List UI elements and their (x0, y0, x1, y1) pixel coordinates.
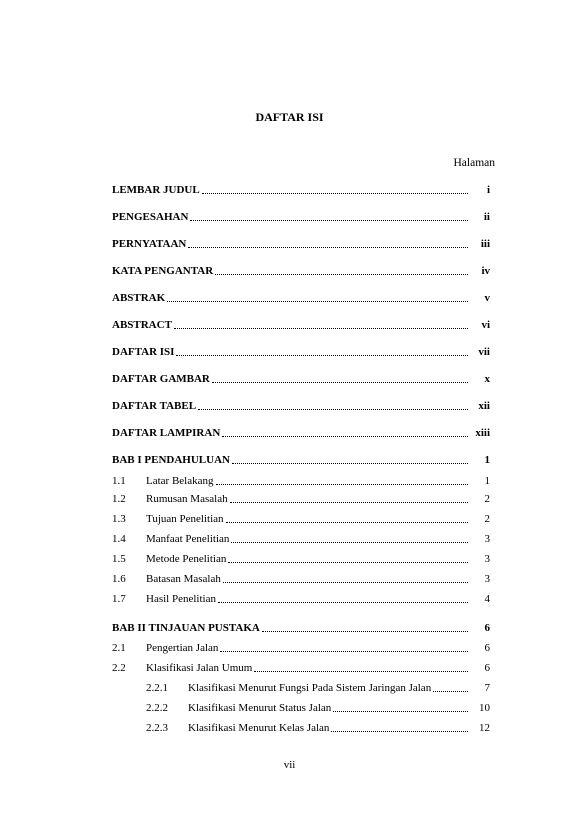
toc-leader-dots (216, 484, 468, 485)
toc-entry (112, 492, 490, 506)
toc-entry-number: 2.2.2 (146, 702, 168, 714)
toc-leader-dots (220, 651, 468, 652)
toc-entry-label: BAB I PENDAHULUAN (112, 454, 230, 466)
toc-entry-number: 2.1 (112, 642, 126, 654)
toc-entry-label: Manfaat Penelitian (146, 533, 230, 545)
toc-entry (112, 701, 490, 715)
toc-entry (112, 372, 490, 386)
toc-entry-page: vii (478, 346, 490, 358)
toc-entry-label: ABSTRAK (112, 292, 166, 304)
toc-entry-label: DAFTAR TABEL (112, 400, 197, 412)
toc-entry-label: DAFTAR ISI (112, 346, 175, 358)
toc-entry (112, 592, 490, 606)
toc-entry (112, 237, 490, 251)
toc-entry-label: KATA PENGANTAR (112, 265, 214, 277)
toc-leader-dots (262, 631, 468, 632)
toc-entry-page: 6 (484, 662, 490, 674)
toc-entry (112, 426, 490, 440)
toc-leader-dots (198, 409, 468, 410)
toc-entry-page: 2 (484, 493, 490, 505)
toc-entry-page: 10 (479, 702, 490, 714)
toc-leader-dots (188, 247, 468, 248)
toc-entry-page: vi (481, 319, 490, 331)
toc-entry-number: 1.1 (112, 475, 126, 487)
toc-entry (112, 621, 490, 635)
toc-leader-dots (215, 274, 468, 275)
toc-entry (112, 661, 490, 675)
toc-entry (112, 453, 490, 467)
toc-entry (112, 399, 490, 413)
toc-leader-dots (202, 193, 468, 194)
toc-entry-label: Klasifikasi Jalan Umum (146, 662, 253, 674)
toc-entry (112, 552, 490, 566)
footer-page-number: vii (283, 759, 296, 771)
toc-entry-label: Pengertian Jalan (146, 642, 219, 654)
toc-leader-dots (228, 562, 468, 563)
toc-entry (112, 641, 490, 655)
toc-entry-page: 3 (484, 553, 490, 565)
toc-entry (112, 532, 490, 546)
toc-entry-page: i (486, 184, 490, 196)
toc-entry-label: Tujuan Penelitian (146, 513, 224, 525)
toc-entry (112, 512, 490, 526)
toc-leader-dots (167, 301, 468, 302)
toc-entry-label: Metode Penelitian (146, 553, 227, 565)
toc-entry-number: 1.6 (112, 573, 126, 585)
toc-entry-number: 1.4 (112, 533, 126, 545)
toc-leader-dots (226, 522, 468, 523)
toc-entry-page: 2 (484, 513, 490, 525)
toc-leader-dots (230, 502, 468, 503)
toc-entry-page: xii (478, 400, 490, 412)
toc-leader-dots (212, 382, 468, 383)
toc-entry-label: Batasan Masalah (146, 573, 221, 585)
page-title: DAFTAR ISI (255, 110, 324, 124)
toc-leader-dots (222, 436, 468, 437)
toc-entry-label: PERNYATAAN (112, 238, 187, 250)
toc-entry-page: 1 (484, 475, 490, 487)
toc-entry-number: 1.3 (112, 513, 126, 525)
toc-entry-number: 2.2.1 (146, 682, 168, 694)
toc-entry-label: PENGESAHAN (112, 211, 189, 223)
toc-entry (112, 474, 490, 488)
toc-entry-page: iv (481, 265, 490, 277)
toc-leader-dots (231, 542, 468, 543)
toc-entry-label: Klasifikasi Menurut Kelas Jalan (188, 722, 330, 734)
page-column-header: Halaman (453, 157, 495, 169)
toc-leader-dots (433, 691, 468, 692)
toc-entry-label: Rumusan Masalah (146, 493, 228, 505)
toc-entry-label: Latar Belakang (146, 475, 214, 487)
toc-entry (112, 183, 490, 197)
toc-entry-page: v (484, 292, 490, 304)
toc-entry-page: iii (480, 238, 490, 250)
toc-leader-dots (254, 671, 468, 672)
toc-entry (112, 681, 490, 695)
toc-entry-page: 7 (484, 682, 490, 694)
toc-entry-number: 2.2 (112, 662, 126, 674)
toc-entry-number: 1.5 (112, 553, 126, 565)
toc-leader-dots (174, 328, 468, 329)
toc-entry (112, 291, 490, 305)
toc-entry-page: 3 (484, 533, 490, 545)
toc-entry-number: 2.2.3 (146, 722, 168, 734)
toc-leader-dots (218, 602, 468, 603)
toc-leader-dots (223, 582, 468, 583)
toc-entry-page: 4 (484, 593, 490, 605)
toc-entry (112, 210, 490, 224)
toc-entry-page: xiii (475, 427, 490, 439)
toc-entry-label: DAFTAR LAMPIRAN (112, 427, 221, 439)
toc-entry (112, 345, 490, 359)
toc-entry-page: 12 (479, 722, 490, 734)
toc-entry (112, 721, 490, 735)
toc-leader-dots (190, 220, 468, 221)
toc-entry-page: ii (483, 211, 490, 223)
toc-entry (112, 572, 490, 586)
toc-entry-label: Klasifikasi Menurut Status Jalan (188, 702, 332, 714)
toc-leader-dots (232, 463, 468, 464)
toc-entry-page: 3 (484, 573, 490, 585)
toc-entry-label: Klasifikasi Menurut Fungsi Pada Sistem Jaringan Jalan (188, 682, 432, 694)
toc-entry-page: 1 (484, 454, 490, 466)
toc-entry-label: BAB II TINJAUAN PUSTAKA (112, 622, 260, 634)
toc-entry-number: 1.7 (112, 593, 126, 605)
toc-entry-page: x (484, 373, 490, 385)
toc-entry-number: 1.2 (112, 493, 126, 505)
toc-entry-label: DAFTAR GAMBAR (112, 373, 210, 385)
toc-entry-label: LEMBAR JUDUL (112, 184, 200, 196)
toc-entry-page: 6 (484, 642, 490, 654)
toc-entry-label: ABSTRACT (112, 319, 172, 331)
toc-entry (112, 264, 490, 278)
toc-entry-page: 6 (484, 622, 490, 634)
toc-leader-dots (331, 731, 468, 732)
toc-entry (112, 318, 490, 332)
toc-leader-dots (333, 711, 468, 712)
toc-entry-label: Hasil Penelitian (146, 593, 216, 605)
toc-leader-dots (176, 355, 468, 356)
